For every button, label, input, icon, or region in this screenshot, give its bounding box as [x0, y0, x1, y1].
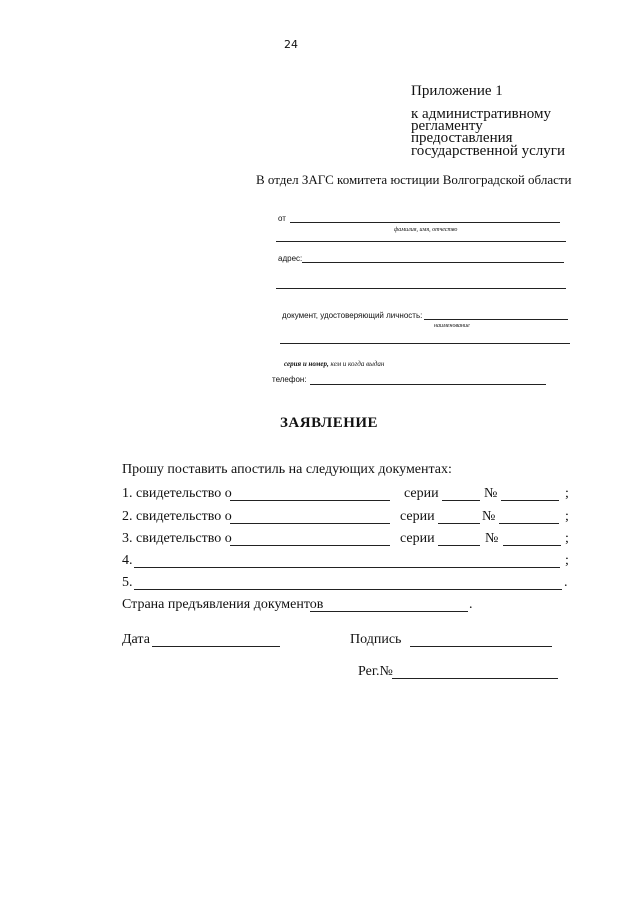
item-end: ;	[565, 553, 569, 568]
item-label: 4.	[122, 553, 133, 568]
item5-field[interactable]	[134, 589, 562, 590]
number-label: №	[484, 486, 498, 501]
country-label: Страна предъявления документов	[122, 597, 324, 612]
request-text: Прошу поставить апостиль на следующих документах:	[122, 462, 452, 477]
series-field[interactable]	[438, 545, 480, 546]
appendix-line: к административному	[411, 106, 551, 122]
signature-label: Подпись	[350, 632, 402, 647]
phone-field[interactable]	[310, 384, 546, 385]
appendix-line: регламенту	[411, 118, 483, 134]
number-label: №	[485, 531, 499, 546]
address-field-line2[interactable]	[276, 288, 566, 289]
series-label: серии	[404, 486, 439, 501]
number-field[interactable]	[499, 523, 559, 524]
from-hint: фамилия, имя, отчество	[394, 227, 458, 233]
series-label: серии	[400, 531, 435, 546]
series-label: серии	[400, 509, 435, 524]
item-end: .	[564, 575, 568, 590]
item4-field[interactable]	[134, 567, 560, 568]
item-label: 5.	[122, 575, 133, 590]
address-label: адрес:	[278, 254, 303, 263]
item-label: 1. свидетельство о	[122, 486, 232, 501]
id-doc-hint: наименование	[434, 323, 470, 329]
number-field[interactable]	[501, 500, 559, 501]
id-doc-label: документ, удостоверяющий личность:	[282, 311, 423, 320]
from-field[interactable]	[290, 222, 560, 223]
reg-field[interactable]	[392, 678, 558, 679]
country-field[interactable]	[310, 611, 468, 612]
date-label: Дата	[122, 632, 150, 647]
series-field[interactable]	[442, 500, 480, 501]
phone-label: телефон:	[272, 375, 307, 384]
address-field[interactable]	[302, 262, 564, 263]
series-field[interactable]	[438, 523, 480, 524]
number-field[interactable]	[503, 545, 561, 546]
from-field-line2[interactable]	[276, 241, 566, 242]
item-type-field[interactable]	[230, 545, 390, 546]
item-type-field[interactable]	[230, 500, 390, 501]
page-number: 24	[284, 38, 298, 51]
date-field[interactable]	[152, 646, 280, 647]
appendix-line: государственной услуги	[411, 143, 565, 159]
id-doc-field[interactable]	[424, 319, 568, 320]
item-label: 3. свидетельство о	[122, 531, 232, 546]
item-label: 2. свидетельство о	[122, 509, 232, 524]
from-label: от	[278, 214, 286, 223]
series-hint-rest: кем и когда выдан	[328, 360, 385, 368]
addressee: В отдел ЗАГС комитета юстиции Волгоградской области	[256, 172, 572, 187]
appendix-line: предоставления	[411, 130, 513, 146]
item-end: ;	[565, 486, 569, 501]
statement-title: ЗАЯВЛЕНИЕ	[280, 415, 379, 431]
appendix-title: Приложение 1	[411, 83, 503, 99]
country-end: .	[469, 597, 473, 612]
number-label: №	[482, 509, 496, 524]
signature-field[interactable]	[410, 646, 552, 647]
id-doc-field-line2[interactable]	[280, 343, 570, 344]
reg-label: Рег.№	[358, 664, 393, 679]
item-end: ;	[565, 509, 569, 524]
series-hint-bold: серия и номер,	[284, 360, 329, 368]
item-end: ;	[565, 531, 569, 546]
item-type-field[interactable]	[230, 523, 390, 524]
series-hint	[284, 360, 384, 368]
